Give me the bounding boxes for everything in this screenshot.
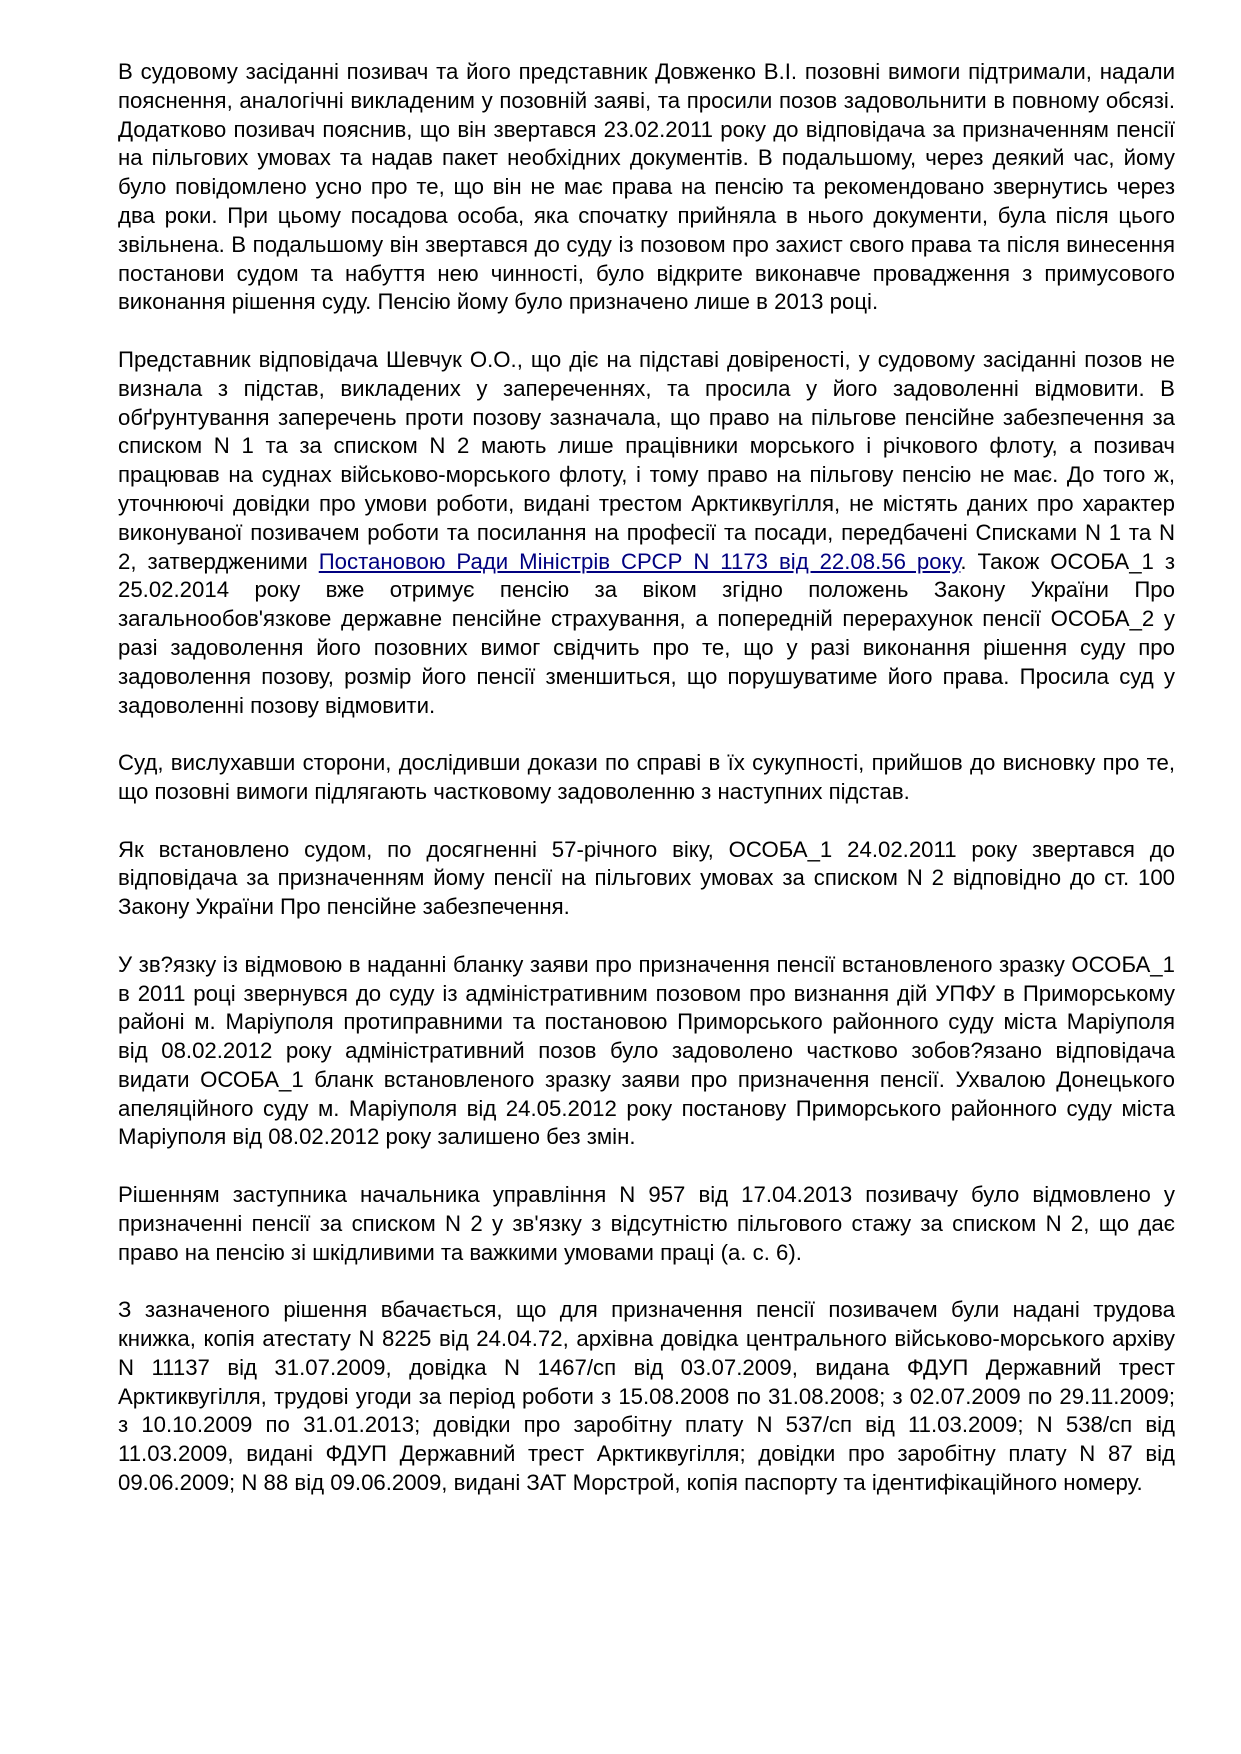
paragraph-court-hearing: В судовому засіданні позивач та його представник Довженко В.І. позовні вимоги підтримали, надали пояснення, аналогічні викладеним у позовній заяві, та просили позов задовольнити в повному обсязі. Додатково позивач пояснив, що він звертався 23.02.2011 року до відповідача за призначенням пенсії на пільгових умовах та надав пакет необхідних документів. В подальшому, через деякий час, йому було повідомлено усно про те, що він не має права на пенсію та рекомендовано звернутись через два роки. При цьому посадова особа, яка спочатку прийняла в нього документи, була після цього звільнена. В подальшому він звертався до суду із позовом про захист свого права та після винесення постанови судом та набуття нею чинності, було відкрите виконавче провадження з примусового виконання рішення суду. Пенсію йому було призначено лише в 2013 році. [118,59,1175,315]
paragraph-administrative-claim: У зв?язку із відмовою в наданні бланку заяви про призначення пенсії встановленого зразку ОСОБА_1 в 2011 році звернувся до суду із адміністративним позовом про визнання дій УПФУ в Приморському районі м. Маріуполя протиправними та постановою Приморського районного суду міста Маріуполя від 08.02.2012 року адміністративний позов було задоволено частково зобов?язано відповідача видати ОСОБА_1 бланк встановленого зразку заяви про призначення пенсії. Ухвалою Донецького апеляційного суду м. Маріуполя від 24.05.2012 року постанову Приморського районного суду міста Маріуполя від 08.02.2012 року залишено без змін. [118,951,1175,1150]
paragraph-refusal-decision: Рішенням заступника начальника управління N 957 від 17.04.2013 позивачу було відмовлено у призначенні пенсії за списком N 2 у зв'язку з відсутністю пільгового стажу за списком N 2, що дає право на пенсію зі шкідливими та важкими умовами праці (а. с. 6). [118,1182,1175,1265]
paragraph-established-facts: Як встановлено судом, по досягненні 57-річного віку, ОСОБА_1 24.02.2011 року звертався до відповідача за призначенням йому пенсії на пільгових умовах за списком N 2 відповідно до ст. 100 Закону України Про пенсійне забезпечення. [118,836,1175,920]
resolution-link[interactable]: Постановою Ради Міністрів СРСР N 1173 від 22.08.56 року [318,548,961,574]
document-page [118,58,1175,1527]
paragraph-defendant-text-before: Представник відповідача Шевчук О.О., що діє на підставі довіреності, у судовому засіданні позов не визнала з підстав, викладених у запереченнях, та просила у його задоволенні відмовити. В обґрунтування заперечень проти позову зазначала, що право на пільгове пенсійне забезпечення за списком N 1 та за списком N 2 мають лише працівники морського і річкового флоту, а позивач працював на суднах військово-морського флоту, і тому право на пільгову пенсію не має. До того ж, уточнюючі довідки про умови роботи, видані трестом Арктиквугілля, не містять даних про характер виконуваної позивачем роботи та посилання на професії та посади, передбачені Списками N 1 та N 2, затвердженими [118,346,1175,574]
paragraph-submitted-documents: З зазначеного рішення вбачається, що для призначення пенсії позивачем були надані трудова книжка, копія атестату N 8225 від 24.04.72, архівна довідка центрального військово-морського архіву N 11137 від 31.07.2009, довідка N 1467/сп від 03.07.2009, видана ФДУП Державний трест Арктиквугілля, трудові угоди за період роботи з 15.08.2008 по 31.08.2008; з 02.07.2009 по 29.11.2009; з 10.10.2009 по 31.01.2013; довідки про заробітну плату N 537/сп від 11.03.2009; N 538/сп від 11.03.2009, видані ФДУП Державний трест Арктиквугілля; довідки про заробітну плату N 87 від 09.06.2009; N 88 від 09.06.2009, видані ЗАТ Морстрой, копія паспорту та ідентифікаційного номеру. [118,1297,1175,1496]
paragraph-defendant-objection [118,346,1175,720]
paragraph-court-conclusion: Суд, вислухавши сторони, дослідивши докази по справі в їх сукупності, прийшов до висновку про те, що позовні вимоги підлягають частковому задоволенню з наступних підстав. [118,750,1175,804]
paragraph-defendant-text-after: . Також ОСОБА_1 з 25.02.2014 року вже отримує пенсію за віком згідно положень Закону України Про загальнообов'язкове державне пенсійне страхування, а попередній перерахунок пенсії ОСОБА_2 у разі задоволення його позовних вимог свідчить про те, що у разі виконання рішення суду про задоволення позову, розмір його пенсії зменшиться, що порушуватиме його права. Просила суд у задоволенні позову відмовити. [118,548,1176,718]
